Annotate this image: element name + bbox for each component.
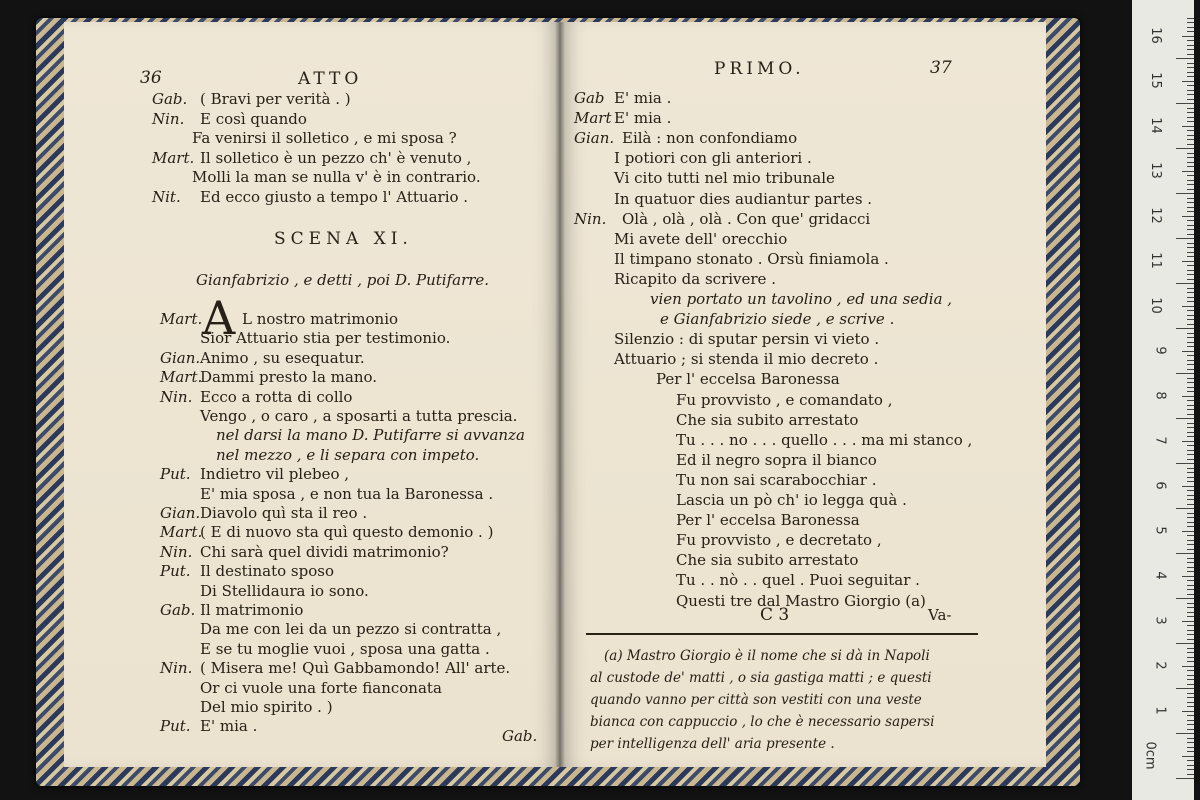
measuring-ruler <box>1132 0 1194 800</box>
ruler-tick <box>1187 342 1194 343</box>
ruler-tick <box>1182 756 1194 757</box>
verse-line: Fu provvisto , e comandato , <box>676 390 893 409</box>
speaker-label: Mart. <box>152 148 195 167</box>
ruler-tick <box>1176 373 1194 374</box>
verse-line: E' mia . <box>200 717 258 736</box>
ruler-tick <box>1187 499 1194 500</box>
verse-line: ( E di nuovo sta quì questo demonio . ) <box>200 523 494 542</box>
verse-line: Ecco a rotta di collo <box>200 387 353 406</box>
speaker-label: Nin. <box>160 387 193 406</box>
ruler-tick <box>1182 171 1194 172</box>
verse-line: Del mio spirito . ) <box>200 698 333 716</box>
running-head: ATTO <box>298 69 363 89</box>
ruler-tick <box>1187 175 1194 176</box>
ruler-tick <box>1182 711 1194 712</box>
ruler-number: 6 <box>1152 481 1168 490</box>
verse-line: Il matrimonio <box>200 601 304 619</box>
ruler-tick <box>1187 477 1194 478</box>
ruler-number: 14 <box>1148 117 1164 134</box>
verse-line: Che sia subito arrestato <box>676 551 859 570</box>
footnote-line: bianca con cappuccio , lo che è necessario sapersi <box>590 714 935 730</box>
ruler-tick <box>1187 391 1194 392</box>
ruler-tick <box>1187 684 1194 685</box>
ruler-tick <box>1187 324 1194 325</box>
ruler-tick <box>1187 625 1194 626</box>
ruler-tick <box>1187 130 1194 131</box>
ruler-number: 16 <box>1148 27 1164 44</box>
ruler-tick <box>1187 135 1194 136</box>
ruler-tick <box>1182 216 1194 217</box>
verse-line: Vi cito tutti nel mio tribunale <box>614 169 835 188</box>
verse-line: ( Misera me! Quì Gabbamondo! All' arte. <box>200 659 511 678</box>
ruler-tick <box>1187 616 1194 617</box>
right-page <box>560 22 1046 767</box>
ruler-tick <box>1176 733 1194 734</box>
ruler-tick <box>1187 31 1194 32</box>
ruler-tick <box>1187 522 1194 523</box>
ruler-tick <box>1187 45 1194 46</box>
verse-line: Che sia subito arrestato <box>676 410 859 429</box>
verse-line: Fu provvisto , e decretato , <box>676 531 882 550</box>
verse-line: ( Bravi per verità . ) <box>200 90 351 108</box>
verse-line: Da me con lei da un pezzo si contratta , <box>200 620 502 639</box>
verse-line: Chi sarà quel dividi matrimonio? <box>200 542 449 561</box>
ruler-tick <box>1187 769 1194 770</box>
speaker-label: Nit. <box>152 187 181 206</box>
ruler-tick <box>1182 351 1194 352</box>
ruler-tick <box>1187 630 1194 631</box>
page-number: 37 <box>930 58 952 78</box>
ruler-tick <box>1187 382 1194 383</box>
ruler-number: 0cm <box>1142 741 1158 770</box>
speaker-label: Gian. <box>574 129 615 148</box>
ruler-tick <box>1187 297 1194 298</box>
ruler-tick <box>1187 724 1194 725</box>
verse-line: Lascia un pò ch' io legga quà . <box>676 491 907 509</box>
ruler-tick <box>1187 301 1194 302</box>
verse-line: Or ci vuole una forte fianconata <box>200 678 442 697</box>
speaker-label: Mart <box>574 109 612 128</box>
ruler-tick <box>1187 504 1194 505</box>
ruler-tick <box>1187 765 1194 766</box>
verse-line: Ed il negro sopra il bianco <box>676 450 877 469</box>
ruler-tick <box>1187 310 1194 311</box>
ruler-tick <box>1182 576 1194 577</box>
ruler-tick <box>1187 589 1194 590</box>
ruler-tick <box>1187 387 1194 388</box>
ruler-tick <box>1187 432 1194 433</box>
verse-line: Fa venirsi il solletico , e mi sposa ? <box>192 129 457 147</box>
verse-line: Animo , su esequatur. <box>200 348 365 367</box>
ruler-tick <box>1187 648 1194 649</box>
ruler-tick <box>1187 72 1194 73</box>
ruler-tick <box>1187 472 1194 473</box>
ruler-tick <box>1187 22 1194 23</box>
ruler-tick <box>1187 562 1194 563</box>
ruler-tick <box>1187 445 1194 446</box>
ruler-tick <box>1187 85 1194 86</box>
verse-line: Tu . . . no . . . quello . . . ma mi stanco , <box>676 430 973 449</box>
ruler-tick <box>1187 94 1194 95</box>
ruler-tick <box>1187 63 1194 64</box>
scene-characters: Gianfabrizio , e detti , poi D. Putifarre. <box>196 271 490 289</box>
ruler-tick <box>1187 279 1194 280</box>
verse-line: Per l' eccelsa Baronessa <box>656 370 840 389</box>
ruler-tick <box>1187 90 1194 91</box>
ruler-tick <box>1187 144 1194 145</box>
speaker-label: Mart. <box>160 523 203 542</box>
ruler-tick <box>1187 454 1194 455</box>
ruler-tick <box>1187 139 1194 140</box>
verse-line: Dammi presto la mano. <box>200 368 378 387</box>
ruler-tick <box>1187 49 1194 50</box>
ruler-tick <box>1187 153 1194 154</box>
ruler-tick <box>1187 634 1194 635</box>
ruler-tick <box>1187 378 1194 379</box>
ruler-number: 3 <box>1152 616 1168 625</box>
ruler-number: 13 <box>1148 162 1164 179</box>
ruler-tick <box>1187 513 1194 514</box>
ruler-tick <box>1187 594 1194 595</box>
verse-line: Il destinato sposo <box>200 562 334 581</box>
ruler-tick <box>1187 517 1194 518</box>
ruler-tick <box>1187 288 1194 289</box>
speaker-label: Nin. <box>160 542 193 561</box>
ruler-tick <box>1182 666 1194 667</box>
ruler-tick <box>1187 27 1194 28</box>
verse-line: Olà , olà , olà . Con que' gridacci <box>622 209 871 228</box>
ruler-tick <box>1182 396 1194 397</box>
ruler-tick <box>1182 81 1194 82</box>
ruler-tick <box>1176 508 1194 509</box>
ruler-tick <box>1187 184 1194 185</box>
verse-line: Diavolo quì sta il reo . <box>200 504 368 522</box>
ruler-tick <box>1187 657 1194 658</box>
ruler-tick <box>1187 40 1194 41</box>
ruler-tick <box>1187 706 1194 707</box>
ruler-tick <box>1187 252 1194 253</box>
ruler-tick <box>1182 441 1194 442</box>
ruler-tick <box>1187 315 1194 316</box>
stage-direction: vien portato un tavolino , ed una sedia , <box>650 290 953 308</box>
ruler-tick <box>1176 463 1194 464</box>
book-gutter <box>555 22 565 767</box>
footnote-line: (a) Mastro Giorgio è il nome che si dà in Napoli <box>604 648 930 664</box>
ruler-tick <box>1187 612 1194 613</box>
speaker-label: Put. <box>160 465 191 484</box>
ruler-tick <box>1187 108 1194 109</box>
verse-line: E' mia . <box>614 109 672 128</box>
verse-line: In quatuor dies audiantur partes . <box>614 189 873 208</box>
ruler-tick <box>1176 643 1194 644</box>
verse-line: Eilà : non confondiamo <box>622 129 798 148</box>
ruler-tick <box>1187 571 1194 572</box>
verse-line: Tu . . nò . . quel . Puoi seguitar . <box>676 571 920 590</box>
ruler-number: 4 <box>1152 571 1168 580</box>
verse-line: Tu non sai scarabocchiar . <box>676 470 877 489</box>
footnote-line: per intelligenza dell' aria presente . <box>590 736 835 752</box>
verse-line: E così quando <box>200 109 307 128</box>
speaker-label: Gian. <box>160 348 201 367</box>
ruler-number: 15 <box>1148 72 1164 89</box>
speaker-label: Nin. <box>574 209 607 228</box>
ruler-tick <box>1187 121 1194 122</box>
ruler-tick <box>1176 238 1194 239</box>
ruler-tick <box>1187 76 1194 77</box>
page-number: 36 <box>140 68 162 88</box>
ruler-tick <box>1176 328 1194 329</box>
ruler-tick <box>1187 180 1194 181</box>
ruler-tick <box>1187 652 1194 653</box>
ruler-tick <box>1176 778 1194 779</box>
verse-line: Molli la man se nulla v' è in contrario. <box>192 168 481 186</box>
ruler-tick <box>1187 220 1194 221</box>
ruler-tick <box>1187 270 1194 271</box>
ruler-tick <box>1176 553 1194 554</box>
ruler-tick <box>1182 36 1194 37</box>
verse-line: I potiori con gli anteriori . <box>614 149 812 168</box>
ruler-tick <box>1187 495 1194 496</box>
ruler-tick <box>1187 337 1194 338</box>
footnote-line: quando vanno per città son vestiti con una veste <box>590 692 922 708</box>
ruler-tick <box>1187 715 1194 716</box>
ruler-tick <box>1187 265 1194 266</box>
ruler-tick <box>1187 247 1194 248</box>
ruler-tick <box>1187 369 1194 370</box>
ruler-number: 1 <box>1152 706 1168 715</box>
verse-line: Per l' eccelsa Baronessa <box>676 511 860 530</box>
ruler-tick <box>1187 67 1194 68</box>
ruler-tick <box>1182 486 1194 487</box>
ruler-tick <box>1187 774 1194 775</box>
ruler-tick <box>1187 414 1194 415</box>
ruler-tick <box>1187 117 1194 118</box>
ruler-tick <box>1187 481 1194 482</box>
ruler-tick <box>1187 549 1194 550</box>
ruler-tick <box>1187 693 1194 694</box>
ruler-tick <box>1187 99 1194 100</box>
ruler-tick <box>1187 207 1194 208</box>
ruler-tick <box>1187 225 1194 226</box>
speaker-label: Gab <box>574 89 605 107</box>
ruler-tick <box>1187 333 1194 334</box>
ruler-number: 11 <box>1148 252 1164 269</box>
ruler-tick <box>1187 585 1194 586</box>
ruler-tick <box>1187 468 1194 469</box>
verse-line: Ed ecco giusto a tempo l' Attuario . <box>200 187 469 206</box>
ruler-tick <box>1187 409 1194 410</box>
ruler-tick <box>1187 603 1194 604</box>
ruler-tick <box>1187 112 1194 113</box>
verse-line: Vengo , o caro , a sposarti a tutta prescia. <box>200 407 518 425</box>
drop-cap: A <box>202 291 236 345</box>
ruler-tick <box>1187 747 1194 748</box>
verse-line: E se tu moglie vuoi , sposa una gatta . <box>200 639 490 658</box>
speaker-label: Mart. <box>160 368 203 387</box>
ruler-number: 8 <box>1152 391 1168 400</box>
verse-line: Questi tre dal Mastro Giorgio (a) <box>676 591 926 610</box>
ruler-tick <box>1187 729 1194 730</box>
ruler-tick <box>1182 261 1194 262</box>
stage-direction: e Gianfabrizio siede , e scrive . <box>660 310 895 329</box>
ruler-tick <box>1176 688 1194 689</box>
ruler-tick <box>1187 234 1194 235</box>
verse-line: Attuario ; si stenda il mio decreto . <box>614 350 879 369</box>
speaker-label: Put. <box>160 717 191 736</box>
ruler-tick <box>1176 418 1194 419</box>
ruler-tick <box>1187 450 1194 451</box>
ruler-tick <box>1187 540 1194 541</box>
ruler-tick <box>1187 18 1194 19</box>
ruler-number: 2 <box>1152 661 1168 670</box>
ruler-tick <box>1187 360 1194 361</box>
ruler-tick <box>1187 423 1194 424</box>
ruler-tick <box>1187 256 1194 257</box>
ruler-tick <box>1187 526 1194 527</box>
verse-line: Mi avete dell' orecchio <box>614 229 788 248</box>
ruler-tick <box>1187 679 1194 680</box>
speaker-label: Gab. <box>152 90 188 108</box>
catchword: Gab. <box>502 727 538 745</box>
ruler-tick <box>1187 54 1194 55</box>
stage-direction: nel darsi la mano D. Putifarre si avvanza <box>216 426 525 445</box>
ruler-tick <box>1187 567 1194 568</box>
ruler-tick <box>1187 198 1194 199</box>
ruler-tick <box>1187 229 1194 230</box>
verse-line: Sior Attuario stia per testimonio. <box>200 329 451 348</box>
ruler-tick <box>1182 306 1194 307</box>
ruler-tick <box>1187 702 1194 703</box>
ruler-tick <box>1187 558 1194 559</box>
ruler-tick <box>1187 319 1194 320</box>
ruler-tick <box>1176 103 1194 104</box>
ruler-tick <box>1187 639 1194 640</box>
speaker-label: Gab. <box>160 601 196 619</box>
ruler-tick <box>1187 490 1194 491</box>
running-head: PRIMO. <box>714 59 805 79</box>
ruler-tick <box>1187 670 1194 671</box>
ruler-tick <box>1182 621 1194 622</box>
ruler-tick <box>1187 427 1194 428</box>
ruler-tick <box>1187 405 1194 406</box>
ruler-tick <box>1187 760 1194 761</box>
footnote-line: al custode de' matti , o sia gastiga matti ; e questi <box>590 670 932 686</box>
speaker-label: Put. <box>160 562 191 581</box>
verse-line: E' mia sposa , e non tua la Baronessa . <box>200 484 494 503</box>
ruler-tick <box>1176 58 1194 59</box>
left-page <box>64 22 560 767</box>
ruler-tick <box>1176 283 1194 284</box>
speaker-label: Mart. <box>160 310 203 328</box>
ruler-tick <box>1187 166 1194 167</box>
ruler-tick <box>1187 535 1194 536</box>
ruler-number: 12 <box>1148 207 1164 224</box>
footnote-rule <box>586 633 978 635</box>
ruler-tick <box>1187 697 1194 698</box>
verse-line: Di Stellidaura io sono. <box>200 581 369 600</box>
catchword: Va- <box>928 606 952 624</box>
ruler-tick <box>1187 189 1194 190</box>
ruler-tick <box>1176 193 1194 194</box>
ruler-tick <box>1187 292 1194 293</box>
verse-line: Silenzio : di sputar persin vi vieto . <box>614 330 880 349</box>
ruler-tick <box>1182 531 1194 532</box>
ruler-tick <box>1187 607 1194 608</box>
ruler-tick <box>1187 400 1194 401</box>
ruler-tick <box>1187 346 1194 347</box>
ruler-number: 10 <box>1148 297 1164 314</box>
ruler-tick <box>1187 661 1194 662</box>
ruler-tick <box>1187 274 1194 275</box>
verse-line: L nostro matrimonio <box>242 310 399 328</box>
ruler-tick <box>1187 436 1194 437</box>
ruler-number: 5 <box>1152 526 1168 535</box>
verse-line: Il solletico è un pezzo ch' è venuto , <box>200 148 472 167</box>
verse-line: Il timpano stonato . Orsù finiamola . <box>614 249 889 268</box>
ruler-tick <box>1182 126 1194 127</box>
ruler-tick <box>1187 675 1194 676</box>
ruler-tick <box>1176 148 1194 149</box>
ruler-tick <box>1176 598 1194 599</box>
ruler-tick <box>1187 355 1194 356</box>
ruler-tick <box>1187 742 1194 743</box>
ruler-tick <box>1187 751 1194 752</box>
speaker-label: Nin. <box>160 659 193 678</box>
ruler-tick <box>1187 738 1194 739</box>
ruler-tick <box>1187 243 1194 244</box>
ruler-tick <box>1187 544 1194 545</box>
ruler-tick <box>1187 162 1194 163</box>
ruler-tick <box>1187 580 1194 581</box>
ruler-tick <box>1187 211 1194 212</box>
ruler-tick <box>1187 364 1194 365</box>
speaker-label: Gian. <box>160 504 201 522</box>
scene-title: SCENA XI. <box>274 229 413 249</box>
signature-mark: C 3 <box>760 605 790 625</box>
ruler-tick <box>1187 202 1194 203</box>
stage-direction: nel mezzo , e li separa con impeto. <box>216 445 480 464</box>
speaker-label: Nin. <box>152 109 185 128</box>
verse-line: Ricapito da scrivere . <box>614 269 776 288</box>
verse-line: Indietro vil plebeo , <box>200 465 350 484</box>
ruler-number: 7 <box>1152 436 1168 445</box>
verse-line: E' mia . <box>614 89 672 107</box>
ruler-tick <box>1187 720 1194 721</box>
ruler-tick <box>1187 459 1194 460</box>
ruler-tick <box>1187 157 1194 158</box>
ruler-number: 9 <box>1152 346 1168 355</box>
